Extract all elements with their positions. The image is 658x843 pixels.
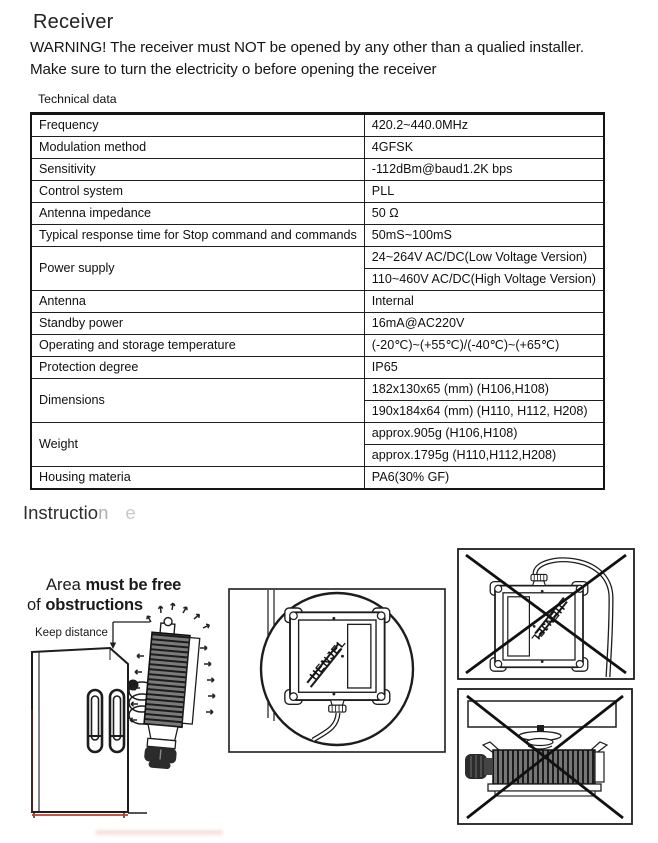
spec-value: 16mA@AC220V [364, 313, 604, 335]
spec-value: 24~264V AC/DC(Low Voltage Version) [364, 247, 604, 269]
table-row [31, 137, 604, 159]
instruction-heading [23, 502, 136, 524]
table-row [31, 423, 604, 445]
spec-value: 420.2~440.0MHz [364, 114, 604, 137]
area-label-bold2: obstructions [45, 596, 143, 614]
spec-value: 182x130x65 (mm) (H106,H108) [364, 379, 604, 401]
spec-value: Internal [364, 291, 604, 313]
area-label-bold: must be free [85, 576, 182, 594]
spec-label: Weight [31, 423, 364, 467]
spec-value: 50 Ω [364, 203, 604, 225]
spec-label: Operating and storage temperature [31, 335, 364, 357]
door-handle [88, 690, 102, 752]
distance-dimension-line [110, 622, 150, 649]
technical-data-table-body [31, 114, 604, 490]
figure-no-hanging [457, 688, 633, 825]
spec-label: Antenna impedance [31, 203, 364, 225]
spec-value: 4GFSK [364, 137, 604, 159]
area-label-regular2: of [27, 596, 46, 614]
table-row [31, 467, 604, 490]
spec-label: Protection degree [31, 357, 364, 379]
spec-value: 110~460V AC/DC(High Voltage Version) [364, 269, 604, 291]
page-title: Receiver [33, 11, 114, 33]
spec-label: Power supply [31, 247, 364, 291]
spec-label: Standby power [31, 313, 364, 335]
spec-value: -112dBm@baud1.2K bps [364, 159, 604, 181]
spec-label: Sensitivity [31, 159, 364, 181]
table-row [31, 357, 604, 379]
instruction-heading-remnant: e [125, 502, 136, 523]
spec-value: 50mS~100mS [364, 225, 604, 247]
spec-label: Typical response time for Stop command and commands [31, 225, 364, 247]
area-label-regular: Area [46, 576, 86, 594]
table-row [31, 247, 604, 269]
figure-no-carry [457, 548, 635, 680]
spec-label: Control system [31, 181, 364, 203]
spec-label: Frequency [31, 114, 364, 137]
door-handle [110, 690, 124, 752]
spec-value: PA6(30% GF) [364, 467, 604, 490]
scan-artifact [95, 830, 223, 835]
spec-value: (-20℃)~(+55℃)/(-40℃)~(+65℃) [364, 335, 604, 357]
spec-value: 190x184x64 (mm) (H110, H112, H208) [364, 401, 604, 423]
table-row [31, 291, 604, 313]
table-row [31, 225, 604, 247]
table-caption: Technical data [38, 92, 117, 106]
warning-line-1: WARNING! The receiver must NOT be opened by any other than a qualied installer. [30, 39, 585, 56]
spec-value: PLL [364, 181, 604, 203]
figure-correct-mounting [228, 588, 446, 753]
table-row [31, 379, 604, 401]
table-row [31, 203, 604, 225]
cabinet-drawing [32, 648, 147, 818]
spec-label: Dimensions [31, 379, 364, 423]
spec-label: Housing materia [31, 467, 364, 490]
spec-label: Antenna [31, 291, 364, 313]
table-row [31, 181, 604, 203]
warning-line-2: Make sure to turn the electricity o before opening the receiver [30, 61, 437, 78]
spec-value: approx.905g (H106,H108) [364, 423, 604, 445]
spec-label: Modulation method [31, 137, 364, 159]
table-row [31, 114, 604, 137]
table-row [31, 159, 604, 181]
spec-value: IP65 [364, 357, 604, 379]
table-row [31, 313, 604, 335]
figure-keep-distance [10, 560, 240, 843]
keep-distance-label: Keep distance [35, 627, 108, 639]
spec-value: approx.1795g (H110,H112,H208) [364, 445, 604, 467]
receiver-side-drawing [140, 616, 201, 771]
table-row [31, 335, 604, 357]
instruction-heading-faded: n [98, 502, 109, 523]
instruction-heading-visible: Instructio [23, 502, 99, 523]
technical-data-table [30, 112, 605, 490]
